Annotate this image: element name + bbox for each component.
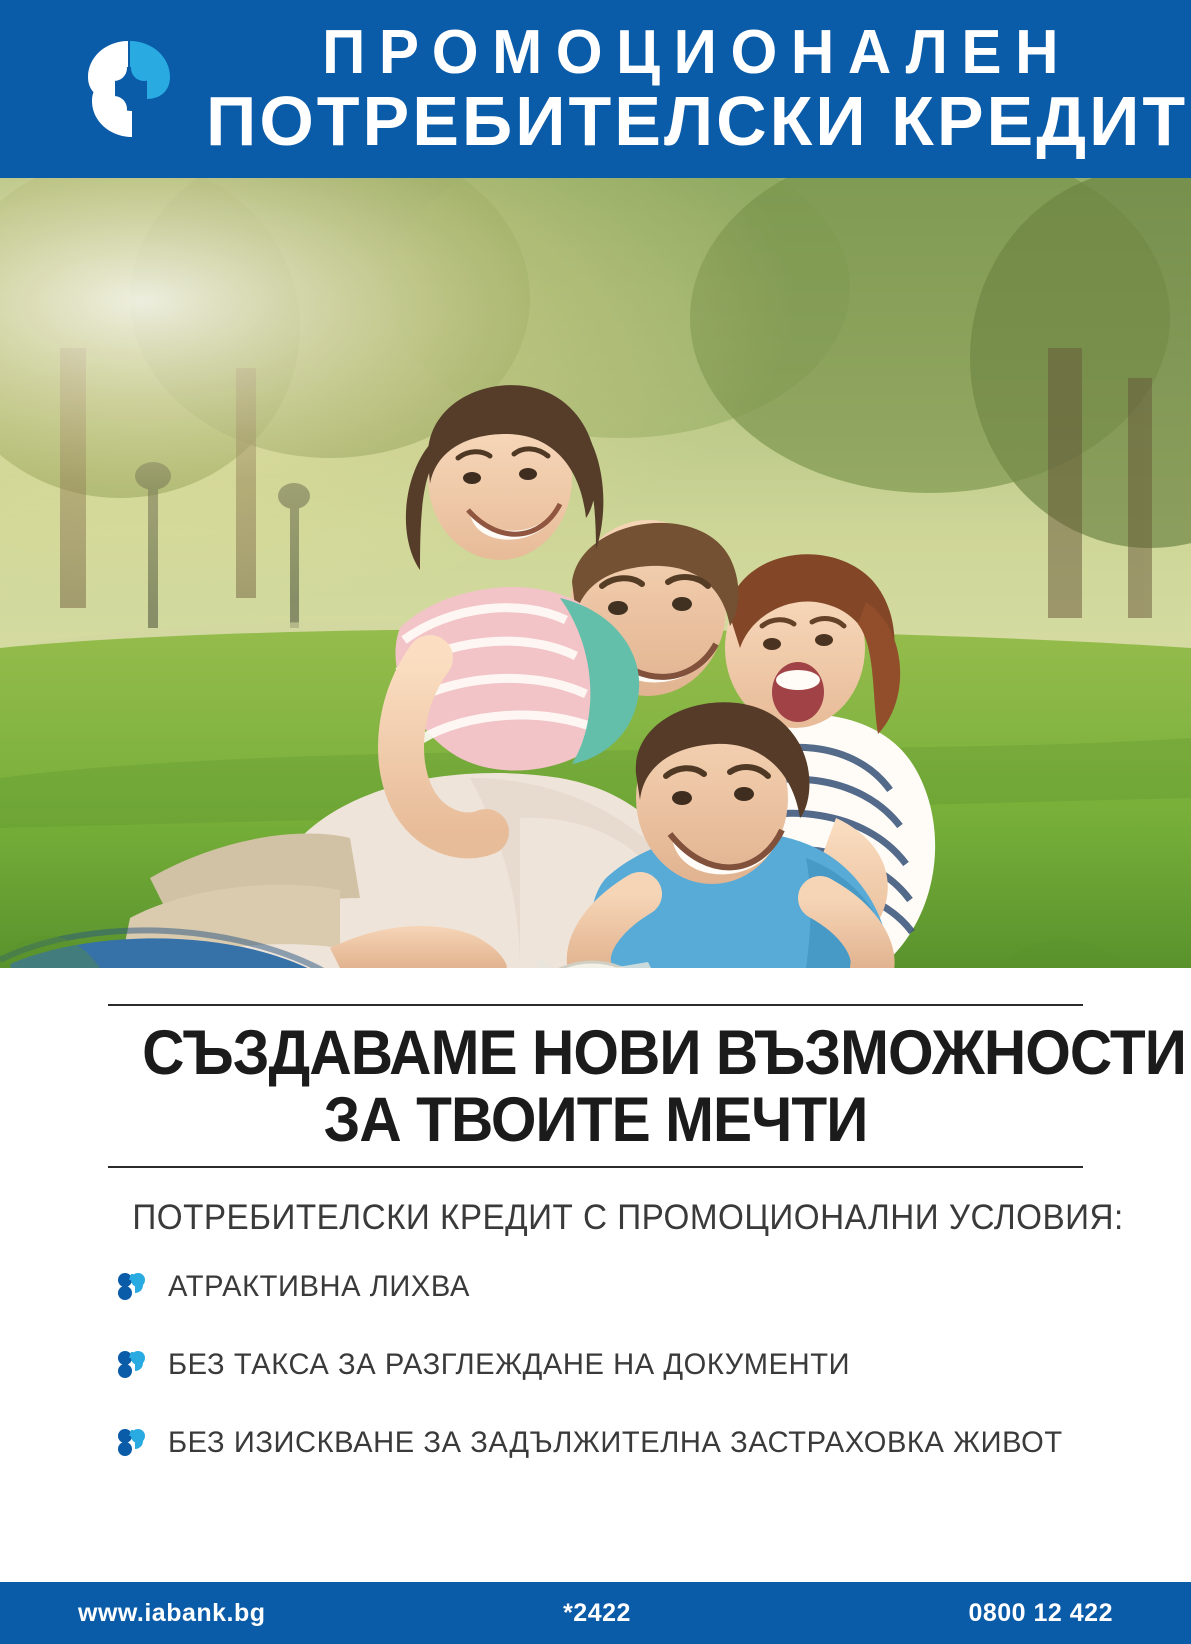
ia-bank-bullet-icon bbox=[116, 1350, 146, 1380]
header-title-block bbox=[206, 17, 1191, 160]
hero-photo bbox=[0, 178, 1191, 968]
headline-line-1: СЪЗДАВАМЕ НОВИ ВЪЗМОЖНОСТИ bbox=[142, 1018, 1186, 1088]
benefit-label: БЕЗ ТАКСА ЗА РАЗГЛЕЖДАНЕ НА ДОКУМЕНТИ bbox=[168, 1347, 851, 1381]
benefits-list bbox=[108, 1270, 1083, 1460]
phone-number[interactable]: 0800 12 422 bbox=[968, 1598, 1113, 1627]
poster-body bbox=[0, 968, 1191, 1582]
poster-footer bbox=[0, 1582, 1191, 1644]
ia-bank-logo-icon bbox=[78, 37, 182, 141]
list-item bbox=[116, 1426, 1083, 1460]
poster-title-line2: ПОТРЕБИТЕЛСКИ КРЕДИТ bbox=[206, 81, 1189, 160]
headline-line-2: ЗА ТВОИТЕ МЕЧТИ bbox=[323, 1084, 868, 1155]
ia-bank-bullet-icon bbox=[116, 1272, 146, 1302]
ia-bank-bullet-icon bbox=[116, 1428, 146, 1458]
poster-header bbox=[0, 0, 1191, 178]
list-item bbox=[116, 1270, 1083, 1304]
website-link[interactable]: www.iabank.bg bbox=[78, 1598, 266, 1627]
benefit-label: АТРАКТИВНА ЛИХВА bbox=[168, 1269, 470, 1303]
poster-title-line1: ПРОМОЦИОНАЛЕН bbox=[322, 17, 1073, 87]
page-title bbox=[142, 1006, 1186, 1166]
benefit-label: БЕЗ ИЗИСКВАНЕ ЗА ЗАДЪЛЖИТЕЛНА ЗАСТРАХОВКА ЖИВОТ bbox=[168, 1425, 1063, 1459]
list-item bbox=[116, 1348, 1083, 1382]
short-number[interactable]: *2422 bbox=[563, 1598, 631, 1627]
subheadline: ПОТРЕБИТЕЛСКИ КРЕДИТ С ПРОМОЦИОНАЛНИ УСЛОВИЯ: bbox=[132, 1197, 1124, 1237]
